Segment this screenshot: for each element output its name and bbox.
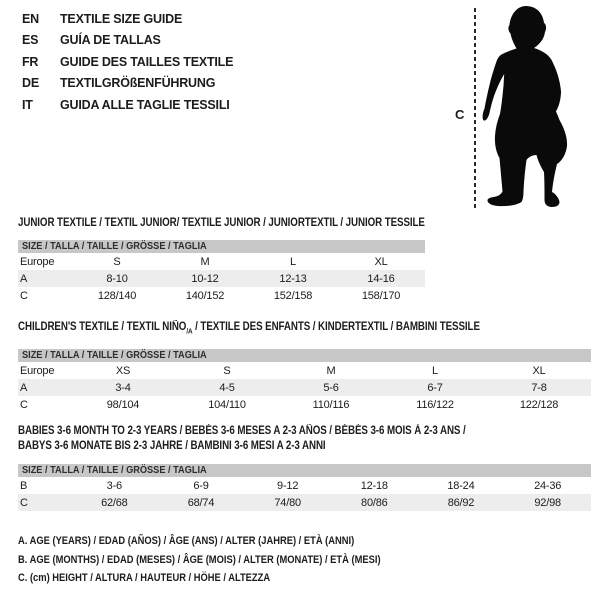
table-cell: 5-6 — [279, 379, 383, 396]
size-header-row — [18, 464, 591, 477]
section-title-line2 — [18, 439, 591, 454]
language-code: DE — [22, 76, 39, 91]
section-title-text: JUNIOR TEXTILE / TEXTIL JUNIOR/ TEXTILE JUNIOR / JUNIORTEXTIL / JUNIOR TESSILE — [18, 217, 425, 229]
section-title — [18, 216, 425, 231]
children-size-table — [18, 349, 591, 413]
table-cell: 128/140 — [97, 289, 137, 302]
table-cell: 122/128 — [519, 398, 559, 411]
table-cell: 86/92 — [418, 494, 505, 511]
size-header-row — [18, 349, 591, 362]
table-cell: 116/122 — [416, 398, 454, 411]
language-code: IT — [22, 97, 33, 112]
table-cell: XS — [115, 364, 131, 377]
language-code: ES — [22, 33, 39, 48]
section-title — [18, 424, 591, 439]
legend-notes — [18, 532, 445, 588]
junior-size-table — [18, 240, 425, 304]
language-label: GUÍA DE TALLAS — [60, 33, 161, 48]
table-cell: 98/104 — [106, 398, 140, 411]
table-cell: S — [223, 364, 231, 377]
table-row — [18, 362, 591, 379]
language-label: GUIDE DES TAILLES TEXTILE — [60, 54, 234, 69]
section-children — [18, 320, 591, 413]
table-cell: 80/86 — [331, 494, 418, 511]
table-cell: XL — [374, 255, 388, 268]
table-cell: 3-4 — [71, 379, 175, 396]
table-cell: 14-16 — [337, 270, 425, 287]
table-row — [18, 379, 591, 396]
table-cell: 104/110 — [208, 398, 246, 411]
table-row — [18, 477, 591, 494]
table-cell: 4-5 — [175, 379, 279, 396]
table-cell: 24-36 — [534, 479, 562, 492]
height-measure-label: C — [455, 107, 465, 122]
language-row — [22, 94, 233, 116]
table-cell: L — [290, 255, 296, 268]
table-cell: 8-10 — [73, 270, 161, 287]
row-label: A — [18, 379, 71, 396]
language-label: TEXTILGRÖßENFÜHRUNG — [60, 76, 216, 91]
table-cell: 18-24 — [447, 479, 475, 492]
row-label: Europe — [20, 255, 55, 268]
language-row — [22, 73, 233, 95]
row-label: C — [20, 289, 28, 302]
table-cell: 158/170 — [361, 289, 401, 302]
section-title-text: BABIES 3-6 MONTH TO 2-3 YEARS / BEBÉS 3-6 MESES A 2-3 AÑOS / BÉBÉS 3-6 MOIS À 2-3 ANS / — [18, 425, 466, 437]
size-header-cell: SIZE / TALLA / TAILLE / GRÖSSE / TAGLIA — [18, 464, 591, 477]
table-row — [18, 396, 591, 413]
table-cell: 7-8 — [487, 379, 591, 396]
language-label: TEXTILE SIZE GUIDE — [60, 11, 183, 26]
table-cell: 3-6 — [106, 479, 122, 492]
table-cell: 92/98 — [504, 494, 591, 511]
section-title — [18, 320, 591, 338]
row-label: C — [18, 494, 71, 511]
row-label: Europe — [20, 364, 55, 377]
language-header — [22, 8, 233, 116]
language-row — [22, 30, 233, 52]
section-junior — [18, 216, 425, 304]
table-cell: M — [200, 255, 210, 268]
babies-size-table — [18, 464, 591, 511]
height-measure-dotted-line — [474, 8, 476, 208]
table-cell: 110/116 — [312, 398, 350, 411]
legend-note-c: C. (cm) HEIGHT / ALTURA / HAUTEUR / HÖHE / ALTEZZA — [18, 572, 271, 584]
table-row — [18, 494, 591, 511]
size-header-row — [18, 240, 425, 253]
language-label: GUIDA ALLE TAGLIE TESSILI — [60, 97, 230, 112]
section-title-text: BABYS 3-6 MONATE BIS 2-3 JAHRE / BAMBINI 3-6 MESI A 2-3 ANNI — [18, 440, 326, 452]
table-cell: 12-18 — [360, 479, 388, 492]
table-cell: 6-7 — [383, 379, 487, 396]
language-code: FR — [22, 54, 39, 69]
table-cell: XL — [532, 364, 546, 377]
size-header-cell: SIZE / TALLA / TAILLE / GRÖSSE / TAGLIA — [18, 240, 425, 253]
table-cell: 68/74 — [158, 494, 245, 511]
table-cell: S — [113, 255, 121, 268]
size-header-cell: SIZE / TALLA / TAILLE / GRÖSSE / TAGLIA — [18, 349, 591, 362]
language-row — [22, 51, 233, 73]
legend-note-b: B. AGE (MONTHS) / EDAD (MESES) / ÂGE (MOIS) / ALTER (MONATE) / ETÀ (MESI) — [18, 553, 381, 566]
table-row — [18, 287, 425, 304]
section-title-text: CHILDREN'S TEXTILE / TEXTIL $NIÑO_{/A}$ / TEXTILE DES ENFANTS / KINDERTEXTIL / BAMBINI TESSILE — [18, 321, 480, 336]
row-label: B — [20, 479, 28, 492]
toddler-silhouette-icon — [480, 0, 580, 215]
table-row — [18, 270, 425, 287]
table-row — [18, 253, 425, 270]
table-cell: 12-13 — [249, 270, 337, 287]
table-cell: 9-12 — [277, 479, 299, 492]
table-cell: L — [432, 364, 438, 377]
table-cell: 10-12 — [161, 270, 249, 287]
language-row — [22, 8, 233, 30]
row-label: A — [18, 270, 73, 287]
legend-note-a: A. AGE (YEARS) / EDAD (AÑOS) / ÂGE (ANS) / ALTER (JAHRE) / ETÀ (ANNI) — [18, 535, 355, 547]
table-cell: 6-9 — [193, 479, 209, 492]
table-cell: M — [326, 364, 336, 377]
table-cell: 62/68 — [71, 494, 158, 511]
language-code: EN — [22, 11, 39, 26]
table-cell: 152/158 — [273, 289, 313, 302]
section-babies — [18, 424, 591, 511]
row-label: C — [20, 398, 28, 411]
table-cell: 74/80 — [244, 494, 331, 511]
table-cell: 140/152 — [185, 289, 225, 302]
